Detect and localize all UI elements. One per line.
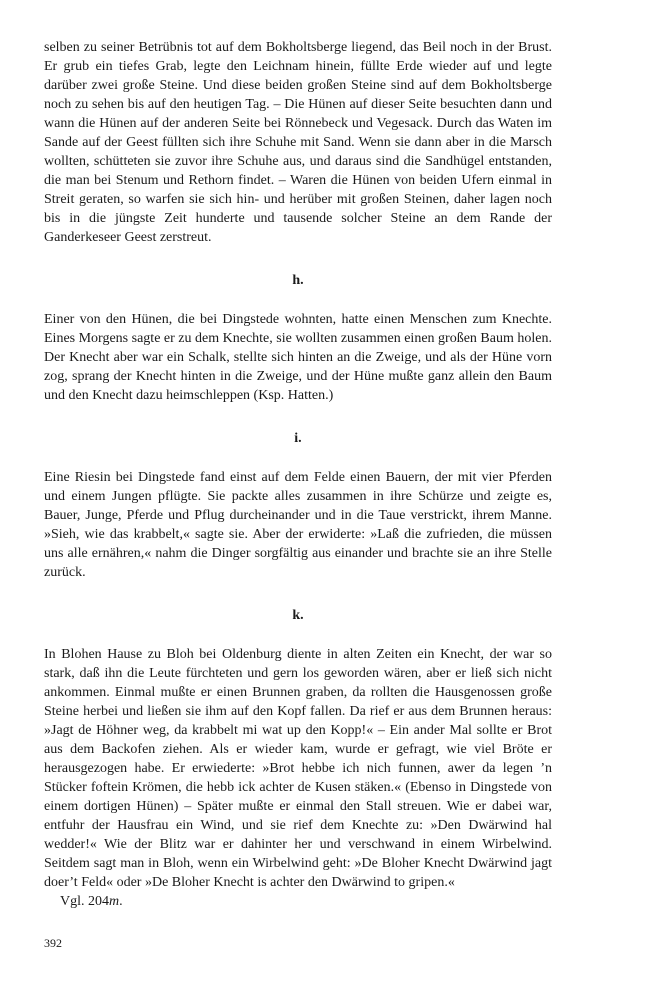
paragraph-continuation: selben zu seiner Betrübnis tot auf dem Bokholtsberge liegend, das Beil noch in der Brust. Er grub ein tiefes Grab, legte den Leichnam hinein, füllte Erde wieder auf und legte darüber zwei große Steine. Und diese beiden großen Steine sind auf dem Bokholtsberge noch zu sehen bis auf den heutigen Tag. – Die Hünen auf dieser Seite besuchten dann und wann die Hünen auf der anderen Seite bei Rönnebeck und Vegesack. Durch das Waten im Sande auf der Geest füllten sich ihre Schuhe mit Sand. Wenn sie dann aber in die Marsch wollten, schütteten sie zuvor ihre Schuhe aus, und daraus sind die Sandhügel entstanden, die man bei Stenum und Rethorn findet. – Waren die Hünen von beiden Ufern einmal in Streit geraten, so warfen sie sich hin- und herüber mit großen Steinen, daher lagen noch bis in die jüngste Zeit hunderte und tausende solcher Steine an dem Rande der Ganderkeseer Geest zerstreut. — [44, 40, 552, 245]
section-heading-k: k. — [292, 608, 304, 623]
paragraph-i: Eine Riesin bei Dingstede fand einst auf dem Felde einen Bauern, der mit vier Pferden und einem Jungen pflügte. Sie packte alles zusammen in ihre Schürze und zeigte es, Bauer, Junge, Pferde und Pflug durcheinander und in die Taue verstrickt, ihrem Manne. »Sieh, wie das krabbelt,« sagte sie. Aber der erwiderte: »Laß die zufrieden, die müssen uns alle ernähren,« nahm die Dinger sorgfältig aus einander und brachte sie an ihre Stelle zurück. — [44, 470, 552, 580]
cross-reference-note — [44, 892, 552, 911]
page-body — [44, 38, 552, 911]
note-suffix: . — [119, 894, 123, 909]
note-prefix: Vgl. 204 — [60, 894, 109, 909]
page-number: 392 — [44, 936, 62, 950]
note-ref: m — [109, 894, 120, 909]
section-heading-h: h. — [292, 273, 304, 288]
paragraph-h: Einer von den Hünen, die bei Dingstede wohnten, hatte einen Menschen zum Knechte. Eines Morgens sagte er zu dem Knechte, sie wollten zusammen einen großen Baum holen. Der Knecht aber war ein Schalk, stellte sich hinten an die Zweige, und als der Hüne vorn zog, sprang der Knecht hinten in die Zweige, und der Hüne mußte ganz allein den Baum und den Knecht dazu heimschleppen (Ksp. Hatten.) — [44, 312, 552, 403]
paragraph-k: In Blohen Hause zu Bloh bei Oldenburg diente in alten Zeiten ein Knecht, der war so stark, daß ihn die Leute fürchteten und gern los geworden wären, aber er ließ sich nicht ankommen. Einmal mußte er einen Brunnen graben, da rollten die Hausgenossen große Steine herbei und ließen sie ihm auf den Kopf fallen. Da rief er aus dem Brunnen heraus: »Jagt de Höhner weg, da krabbelt mi wat up den Kopp!« – Ein ander Mal sollte er Brot aus dem Backofen ziehen. Als er wieder kam, wurde er gefragt, wie viel Bröte er herausgezogen habe. Er erwiederte: »Brot hebbe ich nich funnen, awer da legen ’n Stücker foftein Krömen, die hebb ick achter de Kusen stäken.« (Ebenso in Dingstede von einem dortigen Hünen) – Später mußte er einmal den Stall streuen. Wie er dabei war, entfuhr der Hausfrau ein Wind, und sie rief dem Knechte zu: »Den Dwärwind hal wedder!« Wie der Blitz war er dahinter her und verschwand in einem Wirbelwind. Seitdem sagt man in Bloh, wenn ein Wirbelwind geht: »De Bloher Knecht Dwärwind jagt doer’t Feld« oder »De Bloher Knecht is achter den Dwärwind to gripen.« — [44, 647, 552, 890]
section-heading-i: i. — [294, 431, 302, 446]
